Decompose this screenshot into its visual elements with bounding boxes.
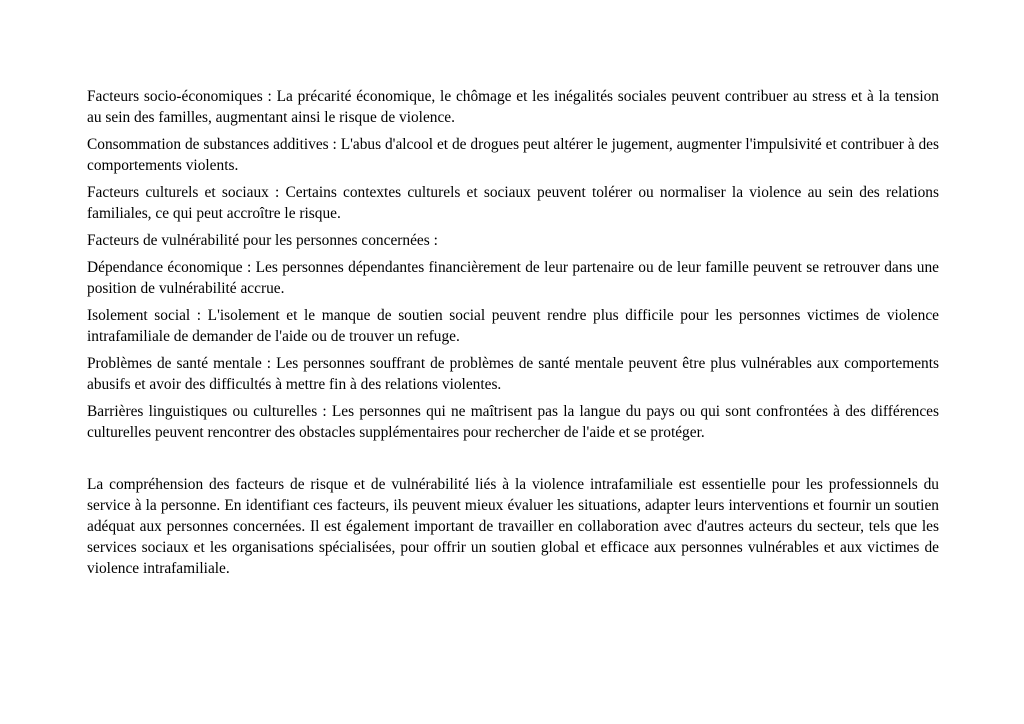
paragraph-socio-economic-factors: Facteurs socio-économiques : La précarité économique, le chômage et les inégalités sociales peuvent contribuer au stress et à la tension au sein des familles, augmentant ainsi le risque de violence. [87,88,939,126]
paragraph-cultural-social-factors: Facteurs culturels et sociaux : Certains contextes culturels et sociaux peuvent tolérer ou normaliser la violence au sein des relations familiales, ce qui peut accroître le risque. [87,184,939,222]
document-body [87,86,939,585]
paragraph-social-isolation: Isolement social : L'isolement et le manque de soutien social peuvent rendre plus difficile pour les personnes victimes de violence intrafamiliale de demander de l'aide ou de trouver un refuge. [87,307,939,345]
paragraph-economic-dependence: Dépendance économique : Les personnes dépendantes financièrement de leur partenaire ou de leur famille peuvent se retrouver dans une position de vulnérabilité accrue. [87,259,939,297]
paragraph-substance-use: Consommation de substances additives : L'abus d'alcool et de drogues peut altérer le jugement, augmenter l'impulsivité et contribuer à des comportements violents. [87,136,939,174]
paragraph-vulnerability-heading: Facteurs de vulnérabilité pour les personnes concernées : [87,232,438,249]
paragraph-language-cultural-barriers: Barrières linguistiques ou culturelles : Les personnes qui ne maîtrisent pas la langue du pays ou qui sont confrontées à des différences culturelles peuvent rencontrer des obstacles supplémentaires pour rechercher de l'aide et se protéger. [87,403,939,441]
paragraph-conclusion: La compréhension des facteurs de risque et de vulnérabilité liés à la violence intrafamiliale est essentielle pour les professionnels du service à la personne. En identifiant ces facteurs, ils peuvent mieux évaluer les situations, adapter leurs interventions et fournir un soutien adéquat aux personnes concernées. Il est également important de travailler en collaboration avec d'autres acteurs du secteur, tels que les services sociaux et les organisations spécialisées, pour offrir un soutien global et efficace aux personnes vulnérables et aux victimes de violence intrafamiliale. [87,476,939,577]
paragraph-mental-health: Problèmes de santé mentale : Les personnes souffrant de problèmes de santé mentale peuvent être plus vulnérables aux comportements abusifs et avoir des difficultés à mettre fin à des relations violentes. [87,355,939,393]
